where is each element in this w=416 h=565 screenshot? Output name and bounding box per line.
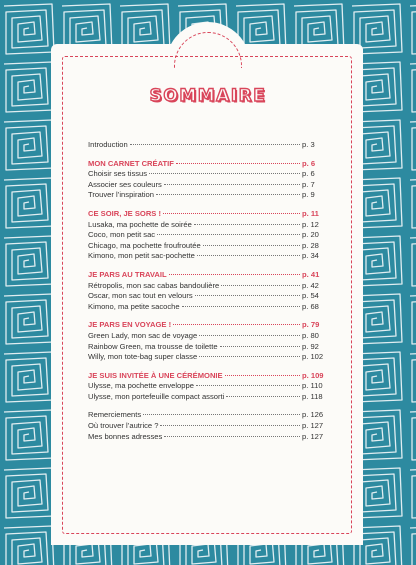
toc-entry-label: Kimono, ma petite sacoche xyxy=(88,301,180,311)
toc-entry-page: p. 42 xyxy=(302,280,319,290)
toc-section xyxy=(88,159,328,201)
toc-entry-page: p. 28 xyxy=(302,240,319,250)
dot-leader xyxy=(160,425,300,426)
toc-entry-page: p. 7 xyxy=(302,179,315,189)
toc-entry-page: p. 109 xyxy=(302,370,324,380)
toc-entry-page: p. 9 xyxy=(302,190,315,200)
dot-leader xyxy=(156,194,300,195)
toc-entry-label: Kimono, mon petit sac-pochette xyxy=(88,251,195,261)
toc-section xyxy=(88,410,328,442)
toc-entry-page: p. 110 xyxy=(302,381,323,391)
dot-leader xyxy=(196,385,300,386)
toc-entry xyxy=(88,392,328,403)
toc-section xyxy=(88,320,328,362)
dot-leader xyxy=(163,213,300,214)
dot-leader xyxy=(194,224,300,225)
dot-leader xyxy=(173,324,300,325)
toc-entry-page: p. 127 xyxy=(302,431,324,441)
toc-entry-page: p. 41 xyxy=(302,269,320,279)
toc-entry-page: p. 126 xyxy=(302,410,324,420)
toc-entry-label: Rainbow Green, ma trousse de toilette xyxy=(88,341,218,351)
toc-entry xyxy=(88,180,328,191)
toc-entry-label: Associer ses couleurs xyxy=(88,179,162,189)
page-title: SOMMAIRE xyxy=(149,86,267,106)
toc-entry xyxy=(88,190,328,201)
toc-entry-label: JE PARS AU TRAVAIL xyxy=(88,269,167,279)
dot-leader xyxy=(157,234,300,235)
toc-entry-label: CE SOIR, JE SORS ! xyxy=(88,208,162,218)
dot-leader xyxy=(225,375,300,376)
toc-section-heading xyxy=(88,320,328,331)
dot-leader xyxy=(164,436,300,437)
toc-entry xyxy=(88,220,328,231)
toc-entry-label: Oscar, mon sac tout en velours xyxy=(88,291,193,301)
table-of-contents xyxy=(88,140,328,450)
toc-section xyxy=(88,371,328,403)
toc-entry xyxy=(88,281,328,292)
dot-leader xyxy=(176,163,300,164)
toc-entry xyxy=(88,432,328,443)
toc-entry xyxy=(88,241,328,252)
toc-entry-page: p. 80 xyxy=(302,330,319,340)
toc-entry xyxy=(88,291,328,302)
toc-entry-page: p. 118 xyxy=(302,391,323,401)
toc-section-heading xyxy=(88,159,328,170)
dot-leader xyxy=(199,335,300,336)
toc-entry-label: MON CARNET CRÉATIF xyxy=(88,158,174,168)
dot-leader xyxy=(197,255,300,256)
toc-entry xyxy=(88,169,328,180)
toc-entry-label: Rétropolis, mon sac cabas bandoulière xyxy=(88,280,220,290)
toc-entry xyxy=(88,302,328,313)
dot-leader xyxy=(203,245,300,246)
dot-leader xyxy=(143,414,300,415)
toc-entry-page: p. 127 xyxy=(302,421,324,431)
toc-entry-label: Où trouver l’autrice ? xyxy=(88,421,159,431)
toc-entry-label: Mes bonnes adresses xyxy=(88,431,163,441)
toc-entry xyxy=(88,140,328,151)
dot-leader xyxy=(220,346,300,347)
toc-entry-page: p. 11 xyxy=(302,208,319,218)
toc-entry-page: p. 54 xyxy=(302,291,319,301)
dot-leader xyxy=(226,396,300,397)
toc-entry-label: Chicago, ma pochette froufroutée xyxy=(88,240,201,250)
dot-leader xyxy=(164,184,300,185)
dot-leader xyxy=(195,295,300,296)
toc-entry-page: p. 92 xyxy=(302,341,319,351)
dot-leader xyxy=(199,356,300,357)
toc-section-heading xyxy=(88,270,328,281)
toc-entry xyxy=(88,331,328,342)
dot-leader xyxy=(221,285,300,286)
toc-entry-page: p. 68 xyxy=(302,301,319,311)
toc-entry-label: Ulysse, mon portefeuille compact assorti xyxy=(88,391,225,401)
dot-leader xyxy=(182,306,300,307)
toc-entry-label: Trouver l’inspiration xyxy=(88,190,154,200)
toc-entry-label: Introduction xyxy=(88,140,128,149)
toc-section-heading xyxy=(88,209,328,220)
toc-section xyxy=(88,209,328,262)
dot-leader xyxy=(169,274,300,275)
toc-entry xyxy=(88,230,328,241)
toc-entry-label: Remerciements xyxy=(88,410,142,420)
toc-entry-label: Green Lady, mon sac de voyage xyxy=(88,330,198,340)
toc-entry xyxy=(88,421,328,432)
toc-section xyxy=(88,140,328,151)
toc-entry-label: Ulysse, ma pochette enveloppe xyxy=(88,381,194,391)
toc-entry-label: JE SUIS INVITÉE À UNE CÉRÉMONIE xyxy=(88,370,223,380)
toc-entry xyxy=(88,342,328,353)
toc-entry-label: Lusaka, ma pochette de soirée xyxy=(88,219,192,229)
dot-leader xyxy=(130,144,300,145)
toc-entry xyxy=(88,251,328,262)
toc-entry-page: p. 34 xyxy=(302,251,319,261)
toc-entry-label: Willy, mon tote-bag super classe xyxy=(88,352,198,362)
toc-entry-label: Coco, mon petit sac xyxy=(88,230,156,240)
toc-entry-label: JE PARS EN VOYAGE ! xyxy=(88,320,172,330)
toc-entry-page: p. 6 xyxy=(302,169,315,179)
toc-entry xyxy=(88,410,328,421)
toc-entry-page: p. 12 xyxy=(302,219,319,229)
toc-entry-page: p. 102 xyxy=(302,352,324,362)
toc-entry-page: p. 20 xyxy=(302,230,319,240)
toc-entry-page: p. 3 xyxy=(302,140,315,149)
toc-entry-label: Choisir ses tissus xyxy=(88,169,148,179)
toc-section-heading xyxy=(88,371,328,382)
toc-entry xyxy=(88,381,328,392)
toc-entry xyxy=(88,352,328,363)
dot-leader xyxy=(149,173,300,174)
toc-entry-page: p. 79 xyxy=(302,320,320,330)
toc-entry-page: p. 6 xyxy=(302,158,316,168)
toc-section xyxy=(88,270,328,312)
